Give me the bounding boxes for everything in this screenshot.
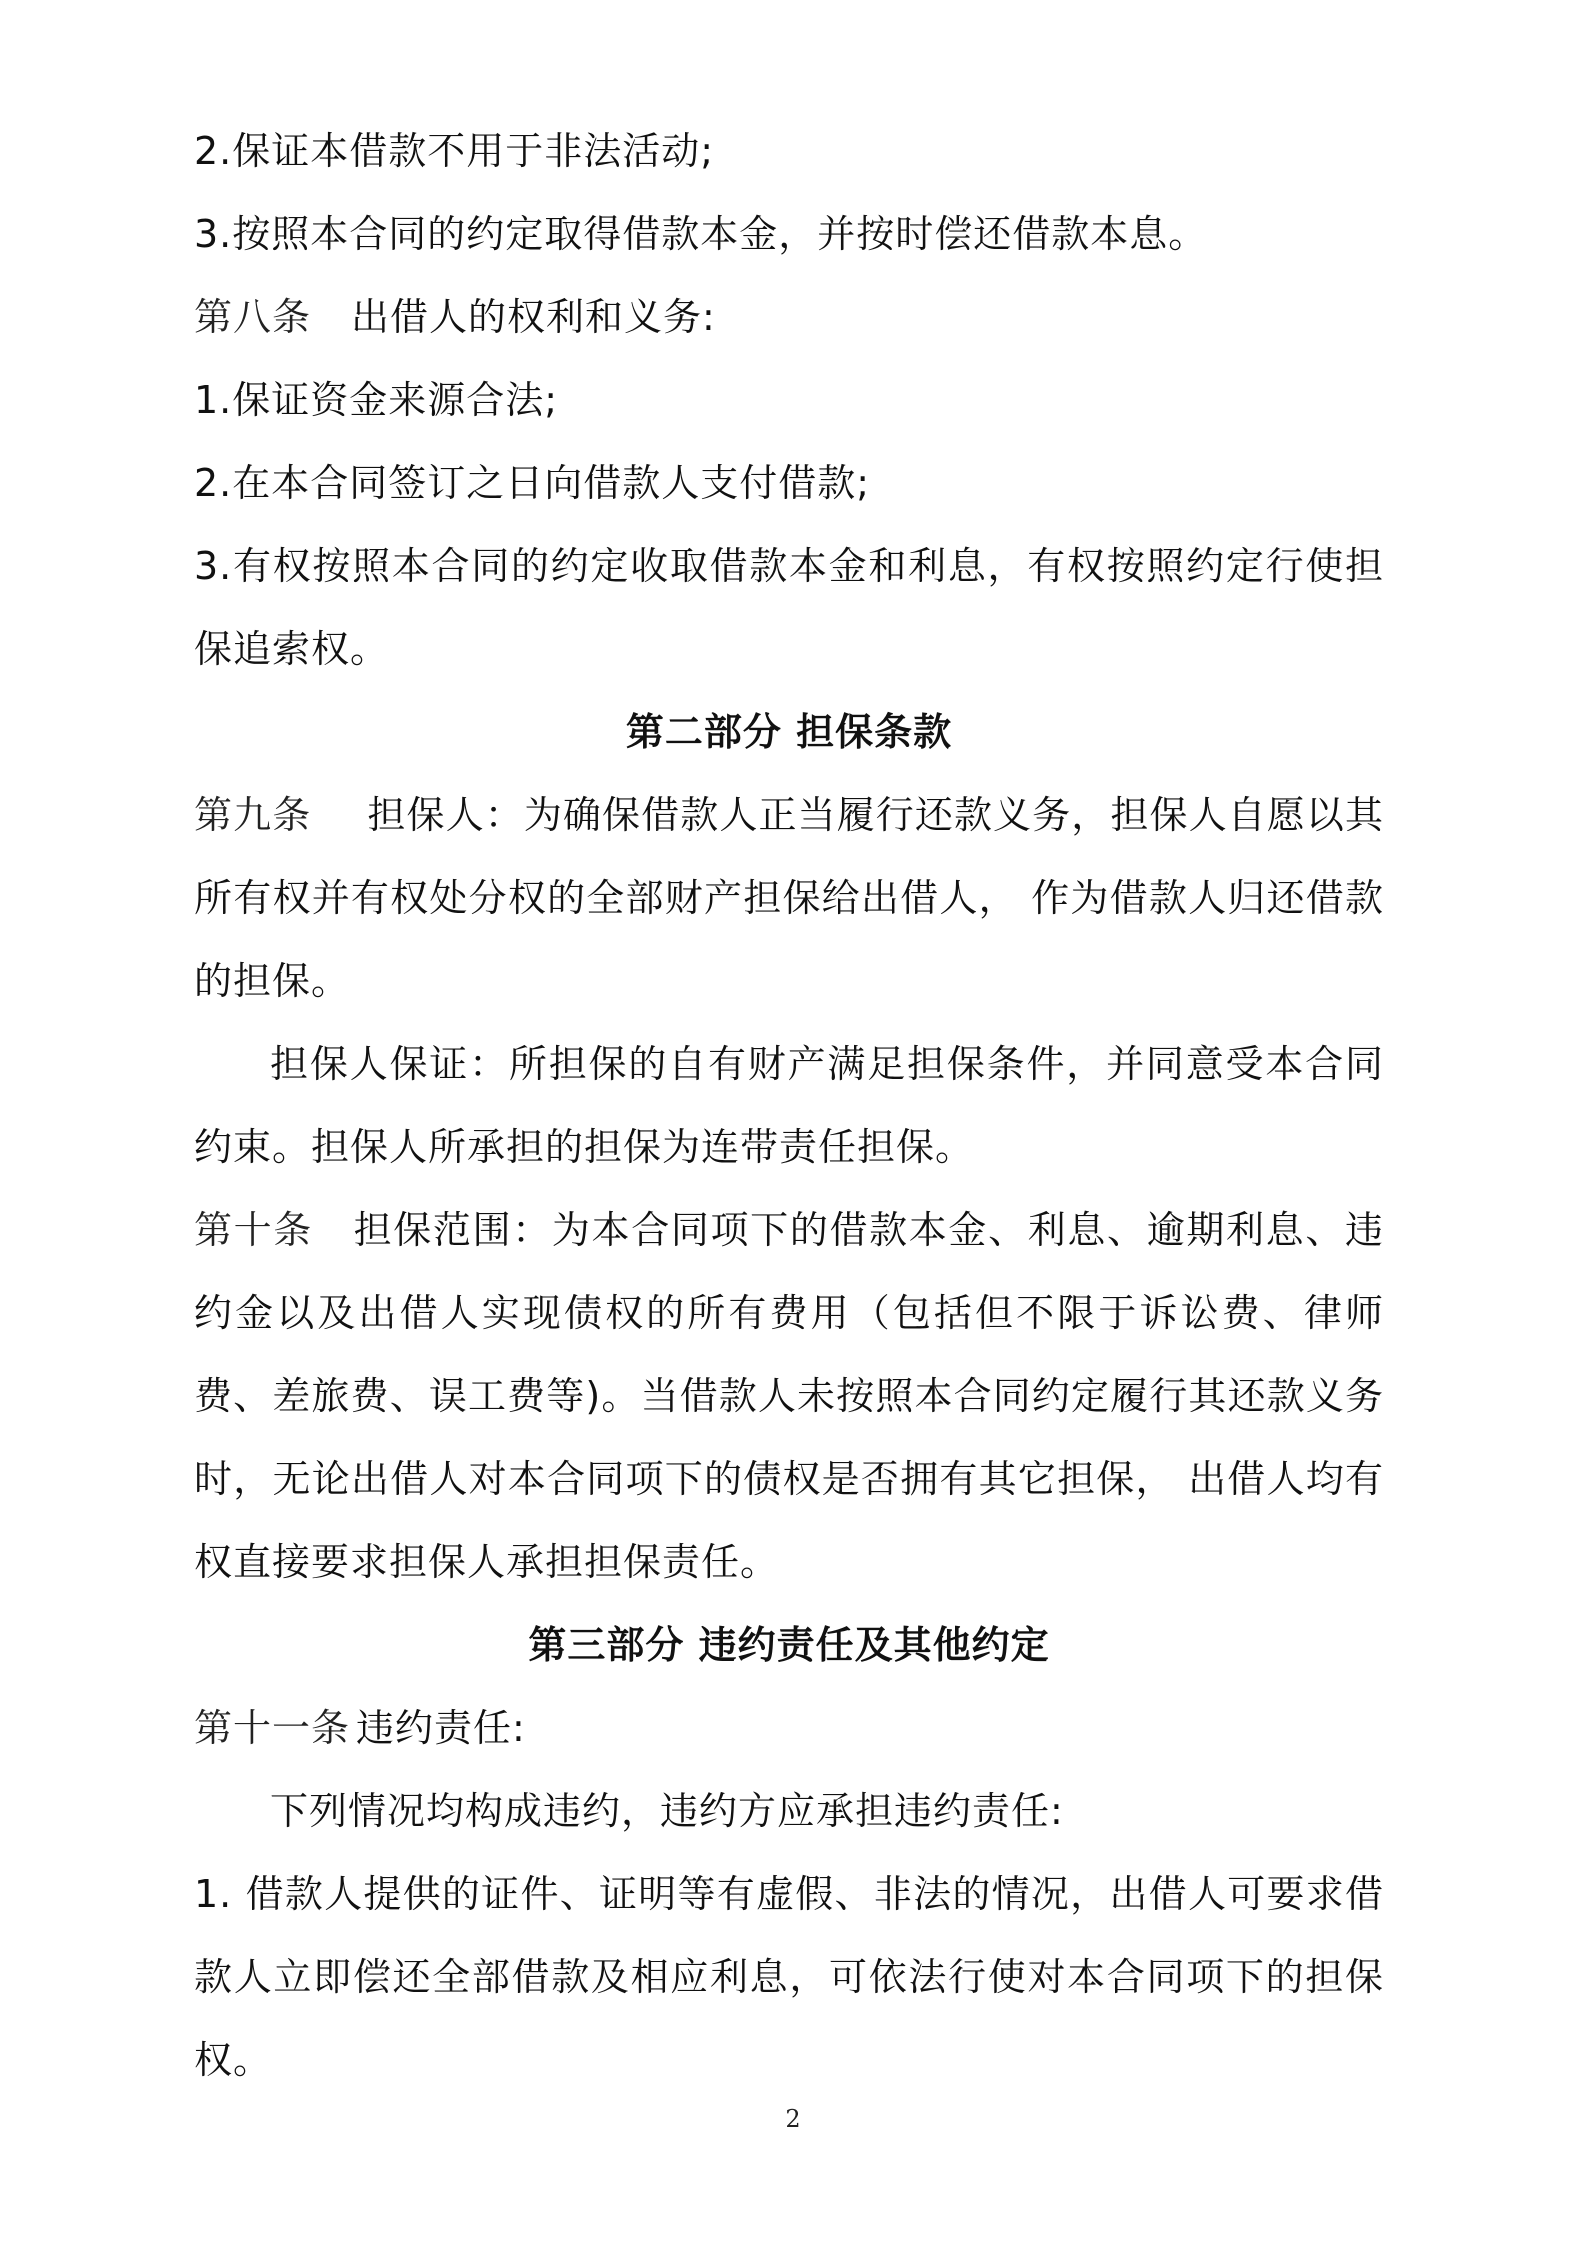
article-number: 第十一条 bbox=[194, 1706, 351, 1750]
article-10 bbox=[194, 1189, 1384, 1604]
paragraph-lender-duty-3: 3.有权按照本合同的约定收取借款本金和利息，有权按照约定行使担保追索权。 bbox=[194, 544, 1384, 671]
article-number: 第十条 bbox=[194, 1208, 313, 1252]
article-9 bbox=[194, 774, 1384, 1023]
paragraph-breach-intro: 下列情况均构成违约，违约方应承担违约责任: bbox=[270, 1789, 1064, 1833]
paragraph-lender-duty-2: 2.在本合同签订之日向借款人支付借款; bbox=[194, 461, 871, 505]
article-11 bbox=[194, 1687, 1384, 1770]
section-heading-part-2: 第二部分 担保条款 bbox=[625, 710, 953, 754]
paragraph-lender-duty-1: 1.保证资金来源合法; bbox=[194, 378, 559, 422]
article-text: 出借人的权利和义务: bbox=[351, 295, 716, 339]
document-body bbox=[194, 110, 1384, 2102]
article-number: 第九条 bbox=[194, 793, 312, 837]
paragraph-guarantor-warranty: 担保人保证：所担保的自有财产满足担保条件，并同意受本合同约束。担保人所承担的担保为连带责任担保。 bbox=[194, 1042, 1384, 1169]
article-text: 担保人：为确保借款人正当履行还款义务，担保人自愿以其所有权并有权处分权的全部财产担保给出借人， 作为借款人归还借款的担保。 bbox=[194, 793, 1384, 1003]
section-heading-part-3: 第三部分 违约责任及其他约定 bbox=[528, 1623, 1050, 1667]
article-number: 第八条 bbox=[194, 295, 312, 339]
paragraph-borrower-duty-2: 2.保证本借款不用于非法活动; bbox=[194, 129, 715, 173]
article-8 bbox=[194, 276, 1384, 359]
page-number: 2 bbox=[785, 2105, 801, 2133]
article-text: 担保范围：为本合同项下的借款本金、利息、逾期利息、违约金以及出借人实现债权的所有费用（包括但不限于诉讼费、律师费、差旅费、误工费等)。当借款人未按照本合同约定履行其还款义务时，无论出借人对本合同项下的债权是否拥有其它担保， 出借人均有权直接要求担保人承担担保责任。 bbox=[194, 1208, 1384, 1584]
paragraph-breach-1: 1. 借款人提供的证件、证明等有虚假、非法的情况，出借人可要求借款人立即偿还全部借款及相应利息，可依法行使对本合同项下的担保权。 bbox=[194, 1872, 1384, 2082]
article-text: 违约责任: bbox=[356, 1706, 526, 1750]
paragraph-borrower-duty-3: 3.按照本合同的约定取得借款本金，并按时偿还借款本息。 bbox=[194, 212, 1208, 256]
